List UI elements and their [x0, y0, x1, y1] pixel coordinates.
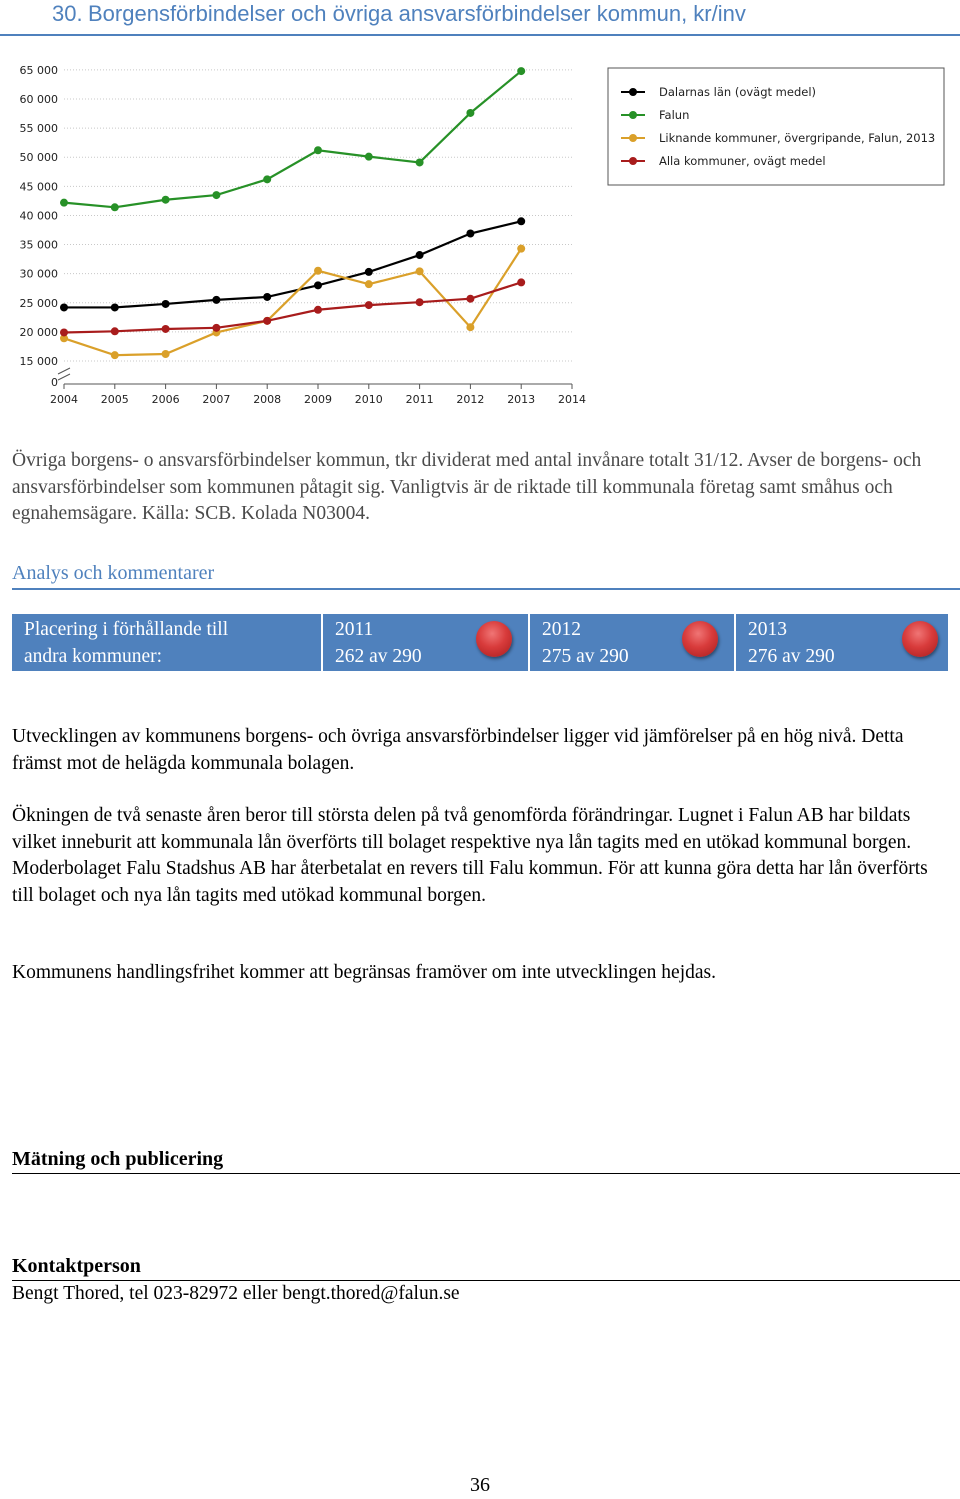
data-point: [263, 175, 271, 183]
heading-number: 30.: [52, 1, 83, 26]
legend-swatch-dot: [629, 88, 637, 96]
data-point: [314, 146, 322, 154]
data-point: [212, 191, 220, 199]
ranking-cell-2011: [321, 614, 528, 671]
data-point: [466, 229, 474, 237]
chart-description: Övriga borgens- o ansvarsförbindelser kommun, tkr dividerat med antal invånare totalt 31/12. Avser de borgens- och ansvarsförbindelser som kommunen påtagit sig. Vanligtvis är de riktade till kommunala företag samt småhus och egnahemsägare. Källa: SCB. Kolada N03004.: [12, 450, 922, 524]
x-tick-label: 2008: [253, 393, 282, 406]
series-line: [64, 71, 521, 207]
data-point: [111, 303, 119, 311]
data-point: [466, 109, 474, 117]
body-paragraph-3: Kommunens handlingsfrihet kommer att begränsas framöver om inte utvecklingen hejdas.: [12, 962, 716, 983]
analysis-title: Analys och kommentarer: [12, 560, 960, 590]
data-point: [365, 153, 373, 161]
status-red-dot-icon: [902, 621, 938, 657]
heading-text: Borgensförbindelser och övriga ansvarsförbindelser kommun, kr/inv: [88, 1, 746, 26]
data-point: [212, 324, 220, 332]
data-point: [212, 296, 220, 304]
data-point: [365, 280, 373, 288]
data-point: [416, 267, 424, 275]
legend-label: Liknande kommuner, övergripande, Falun, 2013: [659, 131, 936, 145]
x-tick-label: 2010: [354, 393, 383, 406]
ranking-value: 275 av 290: [542, 646, 629, 667]
ranking-cell-2013: [734, 614, 950, 671]
y-tick-label: 60 000: [19, 93, 58, 107]
data-point: [416, 158, 424, 166]
legend-swatch-dot: [629, 134, 637, 142]
x-tick-label: 2014: [558, 393, 586, 406]
x-tick-label: 2004: [50, 393, 78, 406]
data-point: [517, 245, 525, 253]
data-point: [314, 267, 322, 275]
y-tick-label: 15 000: [19, 355, 58, 368]
section-heading: [0, 0, 960, 36]
body-paragraph-2: Ökningen de två senaste åren beror till största delen på två genomförda förändringar. Lugnet i Falun AB har bildats vilket inneburit att kommunala lån överförts till bolaget respektive nya lån tagits med en utökad kommunal borgen. Moderbolaget Falu Stadshus AB har återbetalat en revers till Falu kommun. För att kunna göra detta har lån överförts till bolaget och nya lån tagits med utökad kommunal borgen.: [12, 805, 928, 906]
y-tick-label: 25 000: [19, 296, 58, 310]
data-point: [365, 268, 373, 276]
y-tick-label: 35 000: [19, 238, 58, 252]
ranking-value: 276 av 290: [748, 646, 835, 667]
ranking-value: 262 av 290: [335, 646, 422, 667]
data-point: [314, 306, 322, 314]
ranking-year: 2012: [542, 619, 581, 640]
x-tick-label: 2013: [507, 393, 536, 406]
legend-label: Falun: [659, 108, 690, 122]
data-point: [416, 251, 424, 259]
x-tick-label: 2006: [151, 393, 180, 406]
contact-line: Bengt Thored, tel 023-82972 eller bengt.thored@falun.se: [12, 1283, 460, 1304]
ranking-bar: [12, 614, 948, 671]
legend-label: Alla kommuner, ovägt medel: [659, 154, 826, 168]
ranking-year: 2011: [335, 619, 374, 640]
data-point: [263, 317, 271, 325]
x-tick-label: 2005: [100, 393, 129, 406]
y-tick-label: 45 000: [19, 180, 58, 194]
legend-swatch-dot: [629, 111, 637, 119]
contact-title: Kontaktperson: [12, 1253, 960, 1281]
data-point: [162, 300, 170, 308]
series-line: [64, 249, 521, 356]
data-point: [314, 281, 322, 289]
data-point: [162, 196, 170, 204]
data-point: [416, 298, 424, 306]
ranking-label: [24, 616, 228, 670]
data-point: [111, 351, 119, 359]
data-point: [111, 203, 119, 211]
ranking-label-line-2: andra kommuner:: [24, 646, 163, 667]
status-red-dot-icon: [476, 621, 512, 657]
ranking-label-line-1: Placering i förhållande till: [24, 619, 229, 640]
legend-swatch-dot: [629, 157, 637, 165]
data-point: [263, 293, 271, 301]
x-tick-label: 2007: [202, 393, 231, 406]
data-point: [60, 328, 68, 336]
data-point: [162, 350, 170, 358]
data-point: [111, 327, 119, 335]
y-tick-label: 50 000: [19, 151, 58, 165]
ranking-year: 2013: [748, 619, 787, 640]
data-point: [60, 303, 68, 311]
data-point: [365, 301, 373, 309]
data-point: [162, 325, 170, 333]
data-point: [517, 67, 525, 75]
x-tick-label: 2011: [405, 393, 434, 406]
data-point: [466, 295, 474, 303]
ranking-cell-2012: [528, 614, 735, 671]
status-red-dot-icon: [682, 621, 718, 657]
y-tick-label: 40 000: [19, 209, 58, 223]
page-number: 36: [470, 1474, 490, 1496]
data-point: [466, 323, 474, 331]
axis-break-mark: [58, 368, 70, 380]
y-tick-label: 20 000: [19, 325, 58, 339]
line-chart: [0, 50, 960, 420]
y-tick-label: 65 000: [19, 63, 58, 77]
legend-label: Dalarnas län (ovägt medel): [659, 85, 817, 99]
data-point: [517, 217, 525, 225]
measurement-title: Mätning och publicering: [12, 1146, 960, 1174]
body-paragraph-1: Utvecklingen av kommunens borgens- och övriga ansvarsförbindelser ligger vid jämförelser på en hög nivå. Detta främst mot de helägda kommunala bolagen.: [12, 726, 904, 774]
x-tick-label: 2009: [304, 393, 332, 406]
y-tick-label: 0: [51, 376, 58, 389]
y-tick-label: 30 000: [19, 267, 58, 281]
x-tick-label: 2012: [456, 393, 485, 406]
y-tick-label: 55 000: [19, 122, 58, 136]
data-point: [517, 278, 525, 286]
data-point: [60, 199, 68, 207]
